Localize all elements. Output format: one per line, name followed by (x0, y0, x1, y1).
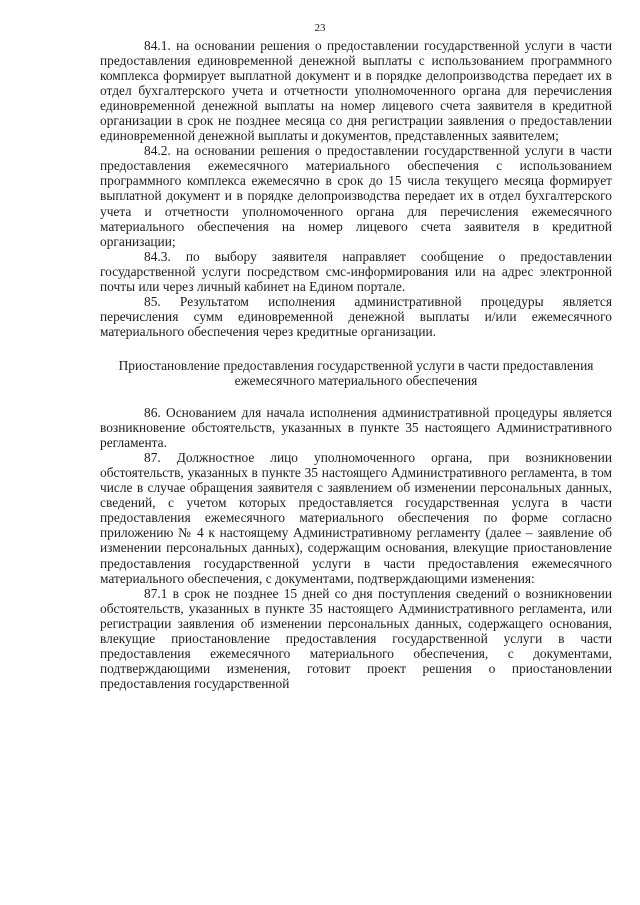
document-body (100, 38, 612, 691)
paragraph-84-1: 84.1. на основании решения о предоставлении государственной услуги в части предоставления единовременной денежной выплаты с использованием программного комплекса формирует выплатной документ и в порядке делопроизводства передает их в отдел бухгалтерского учета и отчетности уполномоченного органа для перечисления единовременной денежной выплаты на номер лицевого счета заявителя в кредитной организации в срок не позднее месяца со дня регистрации заявления о предоставлении единовременной денежной выплаты и документов, представленных заявителем; (100, 38, 612, 144)
paragraph-87-1: 87.1 в срок не позднее 15 дней со дня поступления сведений о возникновении обстоятельств, указанных в пункте 35 настоящего Административного регламента, или регистрации заявления об изменении персональных данных, содержащего основания, влекущие приостановление предоставления государственной услуги в части предоставления ежемесячного материального обеспечения, с документами, подтверждающими изменения, готовит проект решения о приостановлении предоставления государственной (100, 585, 612, 691)
paragraph-86: 86. Основанием для начала исполнения административной процедуры является возникновение обстоятельств, указанных в пункте 35 настоящего Административного регламента. (100, 405, 612, 451)
paragraph-84-3: 84.3. по выбору заявителя направляет сообщение о предоставлении государственной услуги посредством смс-информирования или на адрес электронной почты или через личный кабинет на Едином портале. (100, 248, 612, 294)
page-number: 23 (314, 22, 326, 34)
section-heading: Приостановление предоставления государственной услуги в части предоставления ежемесячного материального обеспечения (118, 357, 594, 388)
paragraph-85: 85. Результатом исполнения административной процедуры является перечисления сумм единовременной денежной выплаты и/или ежемесячного материального обеспечения через кредитные организации. (100, 293, 612, 339)
paragraph-84-2: 84.2. на основании решения о предоставлении государственной услуги в части предоставления ежемесячного материального обеспечения с использованием программного комплекса ежемесячно в срок до 15 числа текущего месяца формирует выплатной документ и в порядке делопроизводства передает их в отдел бухгалтерского учета и отчетности уполномоченного органа для перечисления ежемесячного материального обеспечения на номер лицевого счета заявителя в кредитной организации; (100, 143, 612, 249)
paragraph-87: 87. Должностное лицо уполномоченного органа, при возникновении обстоятельств, указанных в пункте 35 настоящего Административного регламента, в том числе в случае обращения заявителя с заявлением об изменении персональных данных, сведений, с учетом которых предоставляется государственная услуга в части предоставления ежемесячного материального обеспечения по форме согласно приложению № 4 к настоящему Административному регламенту (далее – заявление об изменении персональных данных), содержащим основания, влекущие приостановление предоставления государственной услуги в части предоставления ежемесячного материального обеспечения, с документами, подтверждающими изменения: (100, 450, 612, 586)
